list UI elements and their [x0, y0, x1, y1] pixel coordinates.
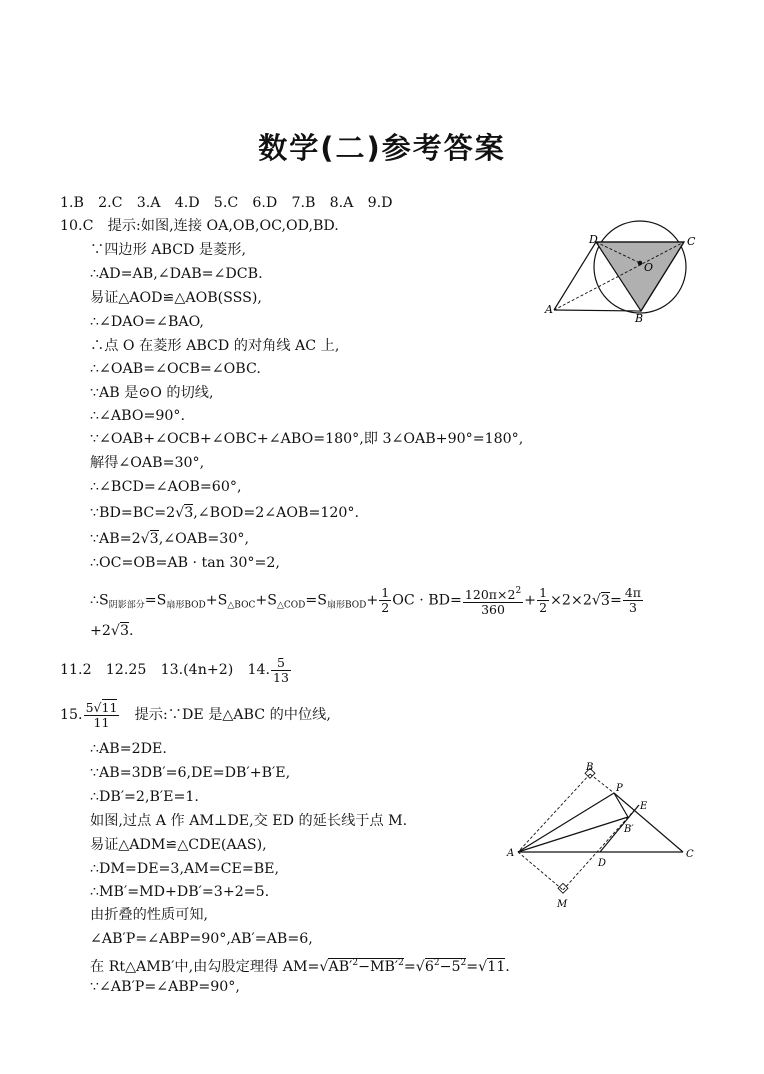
- numerator: 5: [271, 656, 291, 671]
- label-a: A: [507, 848, 515, 859]
- text: −5: [439, 959, 461, 975]
- q10-line: 易证△AOD≌△AOB(SSS),: [90, 290, 262, 306]
- text: =: [609, 592, 622, 609]
- numerator: 5√11: [85, 699, 118, 715]
- label-c: C: [687, 235, 696, 248]
- q10-ab-line: ∵AB=2√3,∠OAB=30°,: [90, 531, 249, 547]
- subscript: 扇形BOD: [326, 600, 367, 611]
- sqrt-value: 3: [184, 505, 194, 521]
- sqrt-value: 3: [119, 623, 129, 639]
- label-a: A: [545, 303, 553, 316]
- subscript: △COD: [276, 600, 306, 611]
- label-e: E: [640, 801, 648, 812]
- q15-line: ∴DB′=2,B′E=1.: [90, 789, 199, 805]
- denominator: 11: [93, 714, 110, 730]
- text: +: [366, 592, 379, 609]
- segment-pb-prime: [614, 793, 628, 817]
- triangle-fold-figure: [500, 760, 705, 912]
- text: .: [505, 959, 510, 975]
- rhombus-circle-figure: [540, 212, 700, 324]
- label-m: M: [557, 899, 568, 910]
- label-d: D: [589, 233, 598, 246]
- text: −MB′: [358, 959, 399, 975]
- q10-line: ∵AB 是⊙O 的切线,: [90, 385, 214, 401]
- q10-line: ∵∠OAB+∠OCB+∠OBC+∠ABO=180°,即 3∠OAB+90°=180°,: [90, 431, 524, 447]
- q10-line: ∴∠ABO=90°.: [90, 408, 186, 424]
- text: ∵BD=BC=2: [90, 505, 176, 521]
- numerator: 1: [381, 585, 390, 600]
- text: 提示:∵DE 是△ABC 的中位线,: [134, 707, 331, 723]
- q10-line: ∴点 O 在菱形 ABCD 的对角线 AC 上,: [90, 338, 340, 354]
- text: 5: [85, 699, 94, 715]
- q10-line: ∴∠DAO=∠BAO,: [90, 314, 204, 330]
- right-angle-mark-m: [558, 883, 568, 893]
- side-ab: [554, 310, 641, 311]
- numerator: [463, 584, 523, 603]
- q15-line: 如图,过点 A 作 AM⊥DE,交 ED 的延长线于点 M.: [90, 813, 408, 829]
- numerator: 1: [539, 585, 548, 600]
- fraction-q15: [84, 701, 120, 730]
- denominator: 2: [381, 600, 390, 615]
- text: ,∠BOD=2∠AOB=120°.: [193, 505, 360, 521]
- fraction-sector: [463, 584, 523, 617]
- label-b: B: [635, 312, 644, 324]
- q10-line: 解得∠OAB=30°,: [90, 455, 205, 471]
- q15-line: ∴DM=DE=3,AM=CE=BE,: [90, 861, 280, 877]
- center-point: [638, 261, 643, 266]
- text: ∵AB=2: [90, 531, 141, 547]
- sqrt-value: 11: [101, 699, 118, 715]
- q10-line: ∵四边形 ABCD 是菱形,: [90, 242, 247, 258]
- answers-11-14: [60, 655, 292, 685]
- q10-line: ∴AD=AB,∠DAB=∠DCB.: [90, 266, 263, 282]
- q10-head: 10.C 提示:如图,连接 OA,OB,OC,OD,BD.: [60, 218, 339, 234]
- sqrt-value: 3: [149, 531, 159, 547]
- q15-line: 易证△ADM≌△CDE(AAS),: [90, 837, 267, 853]
- fraction-half: [379, 586, 391, 615]
- text: 6: [424, 959, 434, 975]
- text: AB′: [328, 959, 353, 975]
- label-o: O: [644, 261, 654, 274]
- q15-line: ∴MB′=MD+DB′=3+2=5.: [90, 884, 270, 900]
- superscript: 2: [460, 958, 467, 968]
- fraction-half: [537, 586, 549, 615]
- q15-line: ∠AB′P=∠ABP=90°,AB′=AB=6,: [90, 931, 313, 947]
- q10-area-continued: +2√3.: [90, 623, 134, 639]
- radicand: [425, 958, 466, 975]
- subscript: △BOC: [227, 600, 256, 611]
- text: +: [524, 592, 537, 609]
- q10-oc-line: ∴OC=OB=AB · tan 30°=2,: [90, 555, 280, 571]
- text: 15.: [60, 707, 83, 723]
- superscript: 2: [515, 586, 522, 596]
- q10-bd-line: ∵BD=BC=2√3,∠BOD=2∠AOB=120°.: [90, 505, 360, 521]
- superscript: 2: [352, 958, 359, 968]
- subscript: 扇形BOD: [166, 600, 206, 611]
- text: ×2×2: [550, 592, 592, 609]
- q15-pythagoras-line: 在 Rt△AMB′中,由勾股定理得 $AM=√AB'^2-MB'^2=√6^2-5^2=√11$.: [90, 958, 510, 975]
- answers-line: 1.B 2.C 3.A 4.D 5.C 6.D 7.B 8.A 9.D: [60, 195, 393, 211]
- q15-line: ∵∠AB′P=∠ABP=90°,: [90, 979, 240, 995]
- q10-area-formula: $\therefore S_{阴影部分}=S_{扇形BOD}+S_{\triangle BOC}+S_{\triangle COD}=S_{扇形BOD}+$ $\frac{1}{2}$ OC · BD= $\frac{120\pi\times 2^2}{360}$ + $\frac{1}{2}$ ×2×2√3= $\frac{4\pi}{3}$: [90, 585, 641, 617]
- q15-line: 由折叠的性质可知,: [90, 907, 209, 923]
- radicand: [328, 958, 403, 975]
- q10-line: ∴∠OAB=∠OCB=∠OBC.: [90, 361, 261, 377]
- sqrt-value: 11: [487, 959, 506, 975]
- segment-ap: [518, 793, 614, 852]
- text: ∴S: [90, 592, 109, 609]
- text: =: [403, 959, 416, 975]
- numerator: 4π: [624, 585, 641, 600]
- segment-am-dashed: [518, 852, 563, 890]
- text: =: [466, 959, 479, 975]
- text: =S: [144, 592, 167, 609]
- q15-head: [60, 700, 331, 730]
- text: ,∠OAB=30°,: [158, 531, 249, 547]
- q15-line: ∵AB=3DB′=6,DE=DB′+B′E,: [90, 765, 291, 781]
- label-b: B: [586, 762, 594, 773]
- label-d: D: [598, 858, 607, 869]
- text: +2: [90, 623, 111, 639]
- text: 120π×2: [464, 587, 516, 602]
- segment-bp-dashed: [590, 774, 614, 793]
- superscript: 2: [433, 958, 440, 968]
- subscript: 阴影部分: [108, 600, 145, 611]
- denominator: 360: [481, 602, 505, 617]
- denominator: 3: [628, 600, 637, 615]
- fraction-q14: [271, 656, 291, 685]
- q15-line: ∴AB=2DE.: [90, 741, 167, 757]
- text: 11.2 12.25 13.(4n+2) 14.: [60, 662, 271, 678]
- denominator: 2: [539, 600, 548, 615]
- superscript: 2: [398, 958, 404, 968]
- text: OC · BD=: [392, 592, 462, 609]
- text: 在 Rt△AMB′中,由勾股定理得 AM=: [90, 959, 320, 975]
- fraction-pi: [623, 586, 643, 615]
- label-p: P: [616, 783, 623, 794]
- page-title: 数学(二)参考答案: [258, 131, 506, 165]
- label-b-prime: B′: [624, 824, 634, 835]
- text: =S: [305, 592, 327, 609]
- q10-line: ∴∠BCD=∠AOB=60°,: [90, 479, 242, 495]
- text: +S: [255, 592, 277, 609]
- side-ad: [554, 242, 596, 310]
- denominator: 13: [273, 669, 289, 685]
- label-c: C: [686, 849, 694, 860]
- sqrt-value: 3: [600, 592, 610, 609]
- text: .: [129, 623, 134, 639]
- text: +S: [205, 592, 228, 609]
